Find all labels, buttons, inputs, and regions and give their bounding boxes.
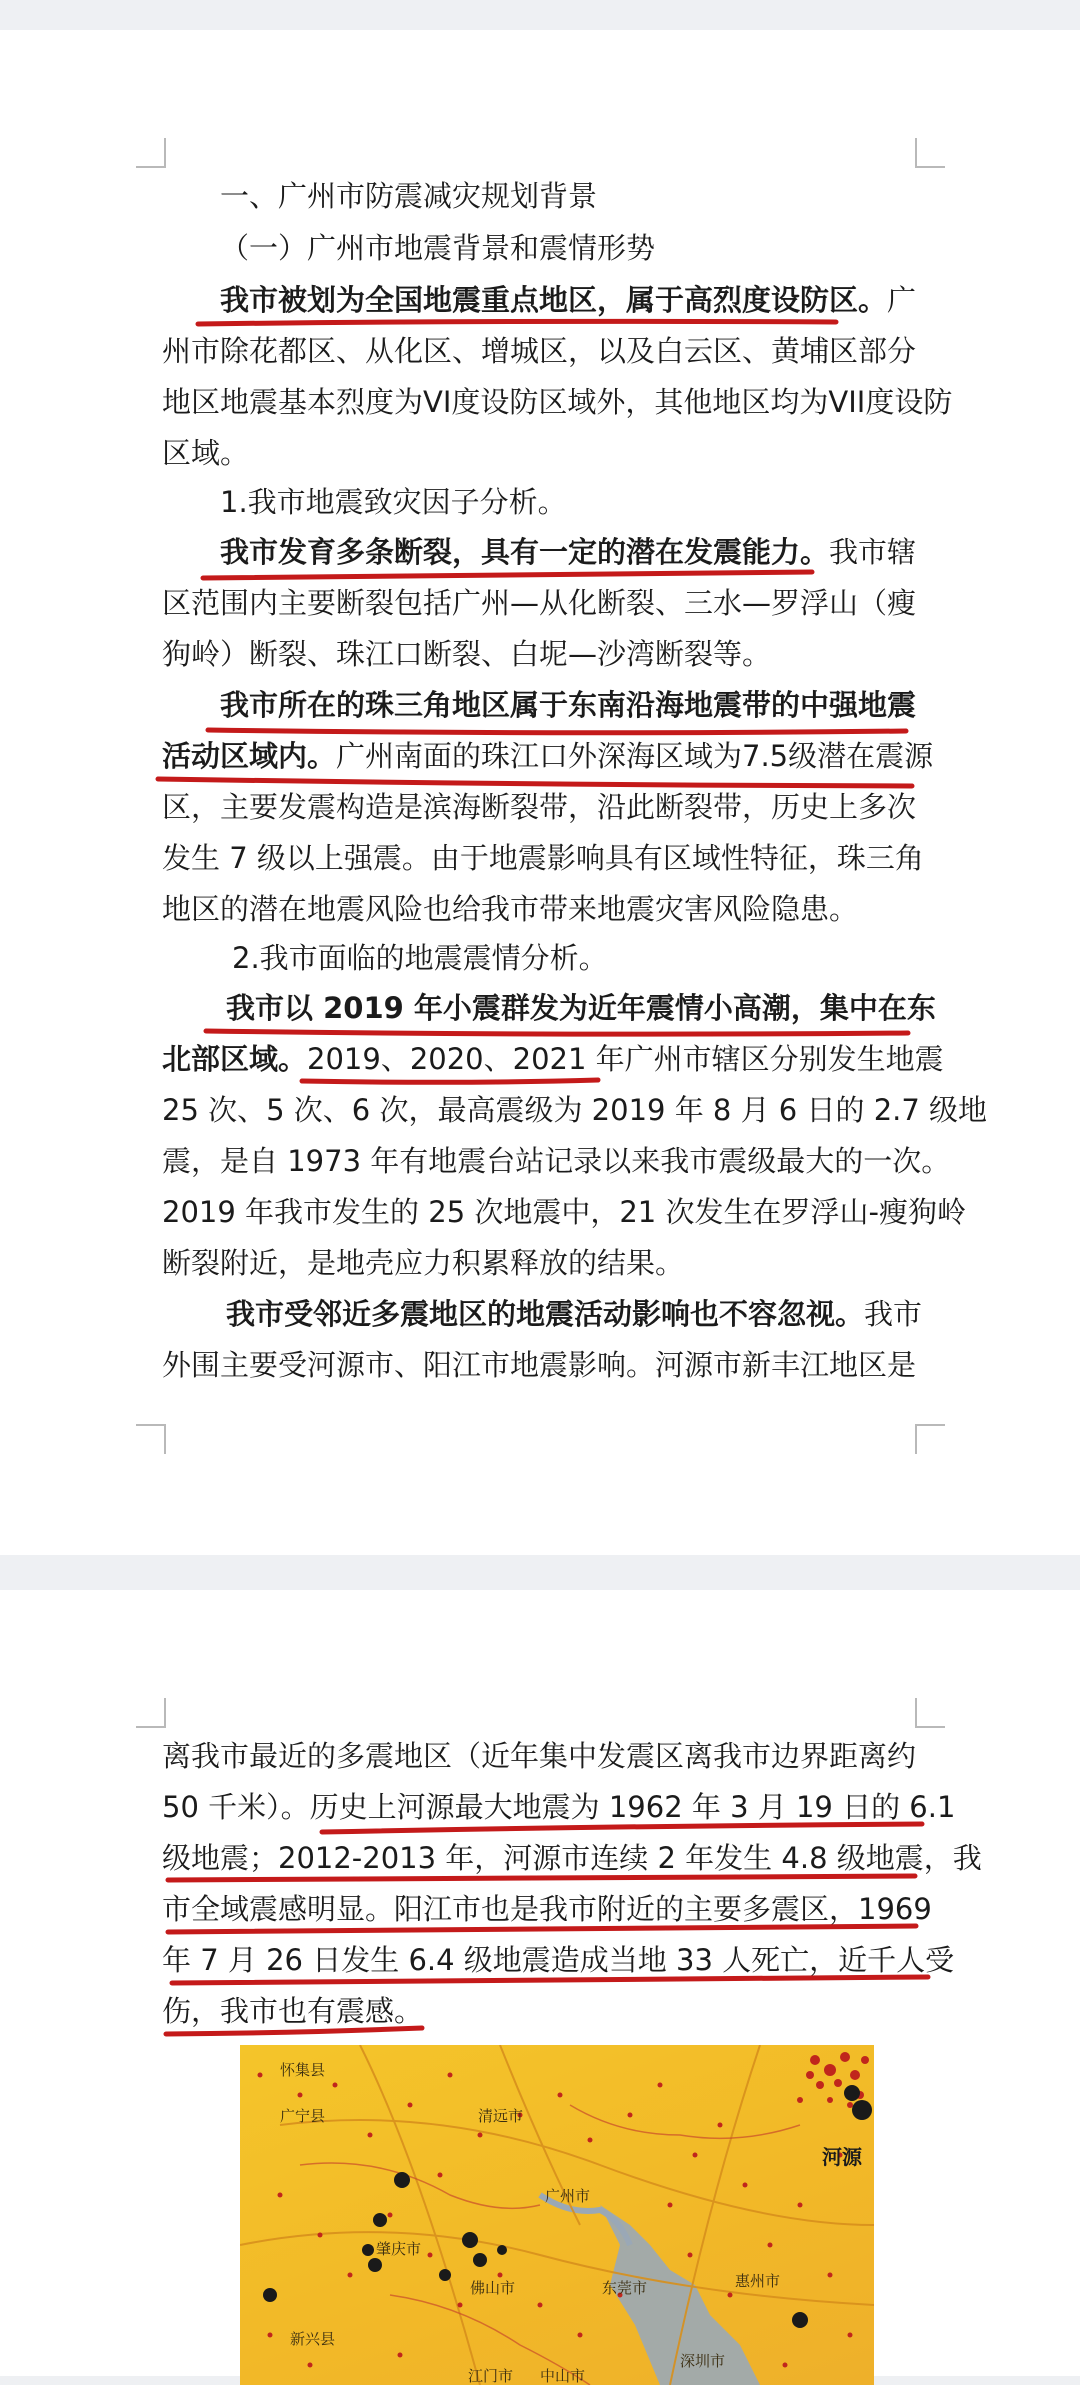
map-label-xinxing: 新兴县	[290, 2330, 336, 2348]
text-run: 我市辖	[829, 535, 917, 569]
paragraph-line: 50 千米）。历史上河源最大地震为 1962 年 3 月 19 日的 6.1	[162, 1790, 956, 1824]
red-underline	[158, 779, 912, 786]
map-label-shenzhen: 深圳市	[680, 2352, 726, 2370]
subsection-heading: 1.我市地震致灾因子分析。	[220, 485, 567, 519]
red-underline	[168, 1876, 915, 1880]
boundary-line	[570, 2105, 800, 2138]
map-label-dongguan: 东莞市	[602, 2279, 648, 2297]
paragraph-line: 断裂附近，是地壳应力积累释放的结果。	[162, 1246, 685, 1280]
map-label-foshan: 佛山市	[470, 2279, 516, 2297]
fault-line	[240, 2232, 874, 2305]
paragraph-line: 区，主要发震构造是滨海断裂带，沿此断裂带，历史上多次	[162, 790, 917, 824]
paragraph-line: 级地震；2012-2013 年，河源市连续 2 年发生 4.8 级地震，我	[162, 1841, 982, 1875]
red-underline	[172, 1977, 928, 1983]
heyuan-seismic-cluster	[797, 2052, 869, 2108]
map-label-guangzhou: 广州市	[545, 2187, 591, 2205]
paragraph-line: 外围主要受河源市、阳江市地震影响。河源市新丰江地区是	[162, 1348, 917, 1382]
earthquake-distribution-map	[240, 2045, 874, 2385]
paragraph-line: 地区地震基本烈度为VI度设防区域外，其他地区均为VII度设防	[162, 385, 953, 419]
subsection-heading: 2.我市面临的地震震情分析。	[232, 941, 608, 975]
bold-emphasis: 北部区域。	[162, 1042, 308, 1076]
subsection-heading: （一）广州市地震背景和震情形势	[220, 231, 656, 265]
red-underline	[322, 1824, 922, 1832]
paragraph-line: 25 次、5 次、6 次，最高震级为 2019 年 8 月 6 日的 2.7 级地	[162, 1093, 988, 1127]
map-label-zhaoqing: 肇庆市	[376, 2240, 422, 2258]
paragraph-line: 区域。	[162, 436, 250, 470]
map-label-zhongshan: 中山市	[540, 2367, 586, 2385]
map-label-guangning: 广宁县	[280, 2107, 326, 2125]
map-label-qingyuan: 清远市	[478, 2107, 524, 2125]
red-underline	[203, 572, 812, 578]
map-label-huaiji: 怀集县	[280, 2061, 326, 2079]
paragraph-line: 离我市最近的多震地区（近年集中发震区离我市边界距离约	[162, 1739, 917, 1773]
paragraph-line: 我市所在的珠三角地区属于东南沿海地震带的中强地震	[220, 688, 917, 722]
map-label-heyuan: 河源	[822, 2145, 862, 2169]
red-underline	[302, 1080, 598, 1082]
text-run: 我市	[864, 1297, 923, 1331]
red-underline	[206, 1031, 908, 1034]
map-graphics	[240, 2045, 874, 2385]
boundary-line	[300, 2163, 540, 2208]
red-underline	[166, 2028, 422, 2034]
paragraph-line: 震，是自 1973 年有地震台站记录以来我市震级最大的一次。	[162, 1144, 951, 1178]
bold-emphasis: 我市受邻近多震地区的地震活动影响也不容忽视。	[226, 1297, 865, 1331]
bold-emphasis: 我市被划为全国地震重点地区，属于高烈度设防区。	[220, 283, 888, 317]
document-page-1	[0, 30, 1080, 1555]
seismic-event-dots	[258, 2073, 853, 2368]
text-run: 广州南面的珠江口外深海区域为7.5级潜在震源	[336, 739, 934, 773]
text-run: 2019、2020、2021 年广州市辖区分别发生地震	[307, 1042, 944, 1076]
paragraph-line: 我市以 2019 年小震群发为近年震情小高潮，集中在东	[226, 991, 936, 1025]
red-underline-annotations	[0, 30, 1080, 1555]
red-underline	[208, 730, 906, 733]
paragraph-line: 发生 7 级以上强震。由于地震影响具有区域性特征，珠三角	[162, 841, 924, 875]
paragraph-line: 狗岭）断裂、珠江口断裂、白坭—沙湾断裂等。	[162, 637, 772, 671]
document-page-2	[0, 1590, 1080, 2385]
map-label-huizhou: 惠州市	[735, 2272, 781, 2290]
red-underline	[198, 321, 836, 324]
red-underline	[168, 1926, 916, 1932]
paragraph-line: 2019 年我市发生的 25 次地震中，21 次发生在罗浮山-瘦狗岭	[162, 1195, 966, 1229]
paragraph-line: 市全域震感明显。阳江市也是我市附近的主要多震区，1969	[162, 1892, 932, 1926]
paragraph-line: 年 7 月 26 日发生 6.4 级地震造成当地 33 人死亡，近千人受	[162, 1943, 955, 1977]
section-heading: 一、广州市防震减灾规划背景	[220, 179, 598, 213]
paragraph-line: 伤，我市也有震感。	[162, 1994, 424, 2028]
map-label-jiangmen: 江门市	[468, 2367, 514, 2385]
paragraph-line: 州市除花都区、从化区、增城区，以及白云区、黄埔区部分	[162, 334, 917, 368]
bold-emphasis: 我市发育多条断裂，具有一定的潜在发震能力。	[220, 535, 830, 569]
text-run: 广	[887, 283, 917, 317]
bold-emphasis: 活动区域内。	[162, 739, 337, 773]
paragraph-line: 区范围内主要断裂包括广州—从化断裂、三水—罗浮山（瘦	[162, 586, 917, 620]
paragraph-line: 地区的潜在地震风险也给我市带来地震灾害风险隐患。	[162, 892, 859, 926]
